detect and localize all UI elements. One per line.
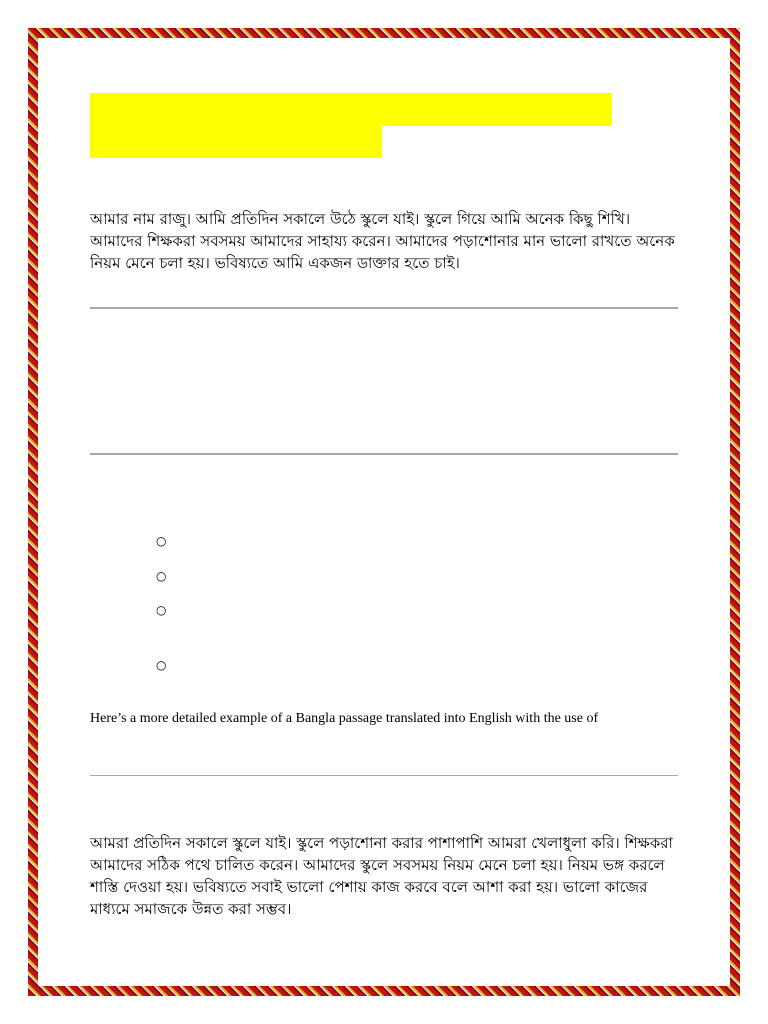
bangla-paragraph-2: আমরা প্রতিদিন সকালে স্কুলে যাই। স্কুলে পড়াশোনা করার পাশাপাশি আমরা খেলাধুলা করি। শিক্ষকরা আমাদের সঠিক পথে চালিত করেন। আমাদের স্কুলে সবসময় নিয়ম মেনে চলা হয়। নিয়ম ভঙ্গ করলে শাস্তি দেওয়া হয়। ভবিষ্যতে সবাই ভালো পেশায় কাজ করবে বলে আশা করা হয়। ভালো কাজের মাধ্যমে সমাজকে উন্নত করা সম্ভব। (90, 834, 673, 918)
hollow-circle-bullet-icon: ○ (156, 569, 167, 583)
bangla-paragraph-1: আমার নাম রাজু। আমি প্রতিদিন সকালে উঠে স্কুলে যাই। স্কুলে গিয়ে আমি অনেক কিছু শিখি। আমাদের শিক্ষকরা সবসময় আমাদের সাহায্য করেন। আমাদের পড়াশোনার মান ভালো রাখতে অনেক নিয়ম মেনে চলা হয়। ভবিষ্যতে আমি একজন ডাক্তার হতে চাই। (90, 210, 675, 272)
hollow-circle-bullet-icon: ○ (156, 658, 167, 672)
hollow-circle-bullet-icon: ○ (156, 534, 167, 548)
horizontal-rule (90, 307, 678, 309)
english-intro-line: Here’s a more detailed example of a Bangla passage translated into English with the use of (90, 711, 599, 726)
list-item (140, 655, 440, 675)
list-item (140, 531, 440, 551)
list-item (140, 600, 440, 620)
horizontal-rule (90, 775, 678, 776)
title-highlight-line-1 (90, 93, 611, 126)
title-highlight-line-2 (90, 126, 381, 158)
list-item (140, 566, 440, 586)
hollow-circle-bullet-icon: ○ (156, 603, 167, 617)
horizontal-rule (90, 453, 678, 455)
